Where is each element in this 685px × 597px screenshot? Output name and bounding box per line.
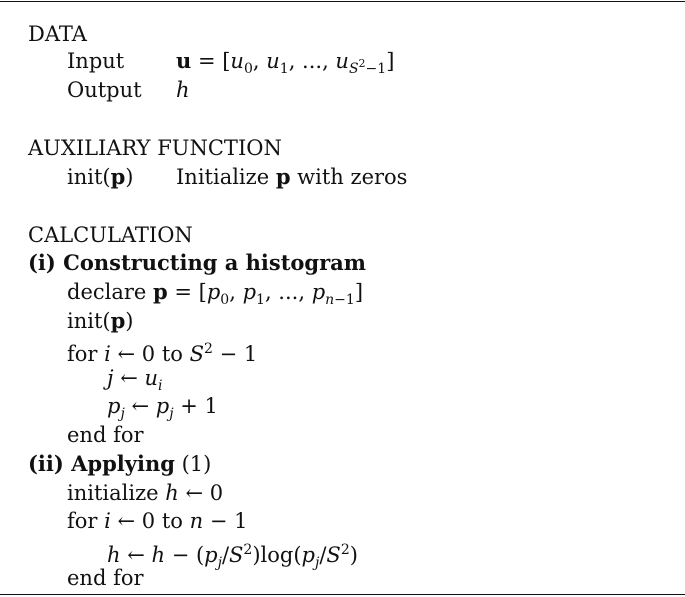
step1-init: init(p) [67,308,134,333]
aux-function-name: init(p) [67,164,134,189]
step2-entropy-update: h ← $h - (p_j/S^2)\log(p_j/S^2)$ [107,542,358,571]
output-label: Output [67,78,142,102]
step1-increment: $p_j$ ← $p_j + 1$ [107,394,218,422]
input-expression: $u = [u_0$, $u_1$, ..., $u_{S^2-1}$] [176,48,395,77]
aux-heading: AUXILIARY FUNCTION [28,136,282,160]
top-rule [0,1,685,2]
step1-declare: declare $p = [p_0$, $p_1$, ..., $p_{n-1}$] [67,279,364,308]
step1-endfor: end for [67,423,144,447]
input-label: Input [67,49,125,73]
bottom-rule [0,594,685,595]
step2-endfor: end for [67,566,144,590]
step1-title: (i) Constructing a histogram [28,250,366,275]
step1-assign-j: j ← $u_i$ [107,366,163,394]
step2-title: (ii) Applying (1) [28,451,212,476]
step1-for: for i ← 0 to $S^2 - 1$ [67,341,258,366]
step2-for: for i ← 0 to n − 1 [67,509,248,533]
step2-initialize: initialize h ← 0 [67,481,224,505]
aux-function-description: Initialize p with zeros [176,164,408,189]
calc-heading: CALCULATION [28,223,193,247]
data-heading: DATA [28,22,87,46]
output-expression: h [176,78,190,102]
